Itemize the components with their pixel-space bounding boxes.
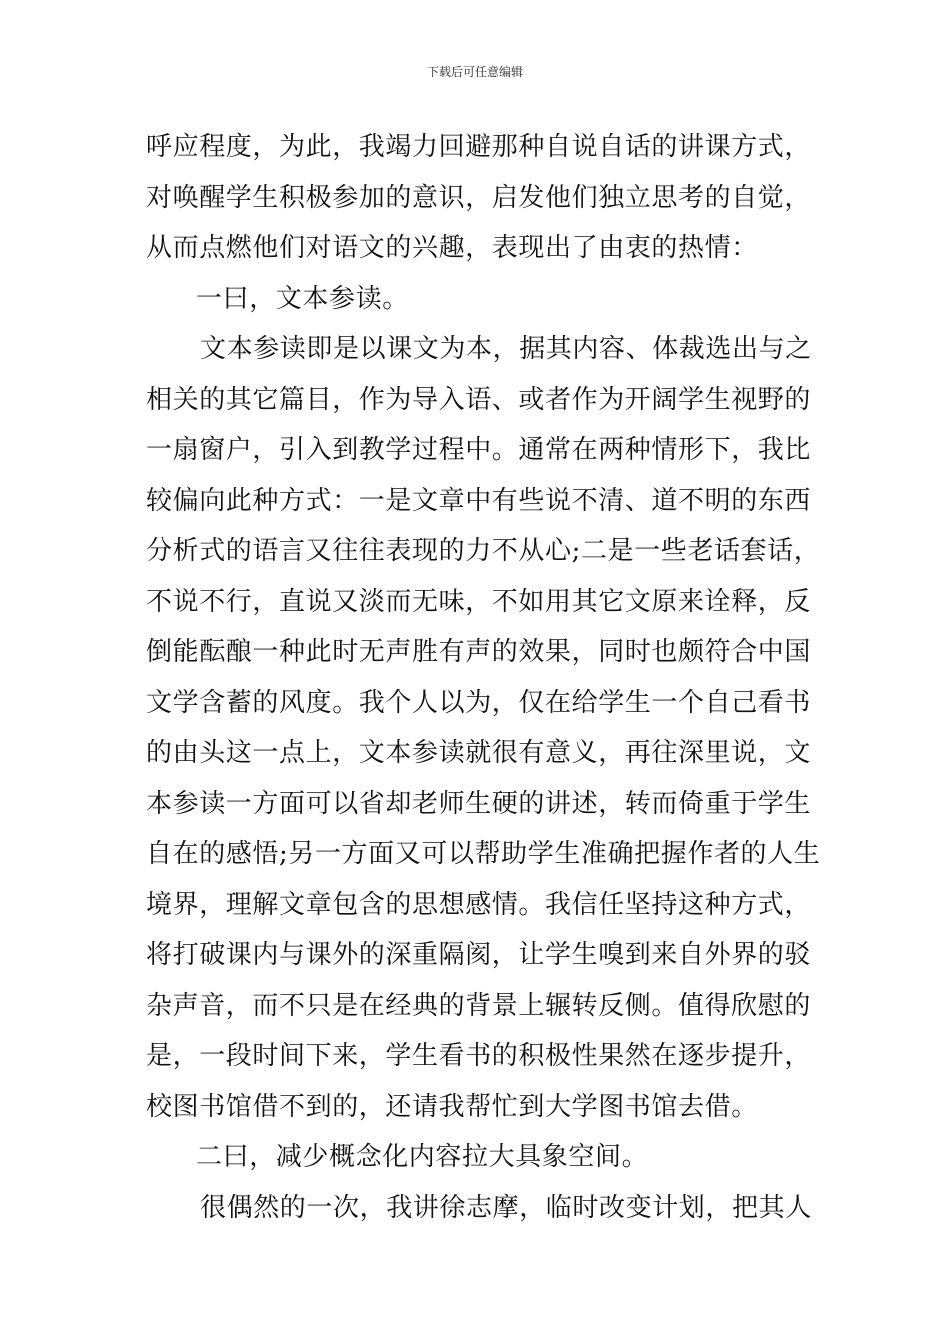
text-line: 不说不行，直说又淡而无味，不如用其它文原来诠释，反: [146, 586, 812, 617]
text-line: 将打破课内与课外的深重隔阂，让学生嗅到来自外界的驳: [146, 940, 812, 970]
text-line: 文学含蓄的风度。我个人以为，仅在给学生一个自己看书: [146, 687, 812, 718]
text-line: 杂声音，而不只是在经典的背景上辗转反侧。值得欣慰的: [146, 990, 812, 1021]
section-heading-2: 二曰，减少概念化内容拉大具象空间。: [196, 1142, 649, 1172]
text-line: 的由头这一点上，文本参读就很有意义，再往深里说，文: [146, 738, 812, 768]
text-line: 校图书馆借不到的，还请我帮忙到大学图书馆去借。: [146, 1091, 758, 1122]
text-line: 一扇窗户，引入到教学过程中。通常在两种情形下，我比: [146, 435, 812, 465]
text-line: 相关的其它篇目，作为导入语、或者作为开阔学生视野的: [146, 384, 812, 415]
document-body: [146, 122, 821, 1233]
text-line: 对唤醒学生积极参加的意识，启发他们独立思考的自觉，: [146, 182, 812, 213]
text-line: 倒能酝酿一种此时无声胜有声的效果，同时也颇符合中国: [146, 637, 812, 667]
page-header-note: 下载后可任意编辑: [426, 65, 523, 79]
text-line: 分析式的语言又往往表现的力不从心;二是一些老话套话，: [146, 536, 821, 566]
text-line: 境界，理解文章包含的思想感情。我信任坚持这种方式，: [146, 889, 812, 920]
text-line: 呼应程度，为此，我竭力回避那种自说自话的讲课方式，: [146, 132, 812, 162]
text-line: 自在的感悟;另一方面又可以帮助学生准确把握作者的人生: [146, 839, 821, 869]
text-line: 本参读一方面可以省却老师生硬的讲述，转而倚重于学生: [146, 788, 812, 819]
text-line: 较偏向此种方式：一是文章中有些说不清、道不明的东西: [146, 485, 812, 516]
text-line: 从而点燃他们对语文的兴趣，表现出了由衷的热情：: [146, 233, 758, 263]
text-line: 是，一段时间下来，学生看书的积极性果然在逐步提升，: [146, 1041, 812, 1071]
section-heading-1: 一曰，文本参读。: [196, 283, 409, 314]
paragraph-start: 很偶然的一次，我讲徐志摩，临时改变计划，把其人: [200, 1192, 812, 1223]
paragraph-start: 文本参读即是以课文为本，据其内容、体裁选出与之: [200, 334, 812, 364]
